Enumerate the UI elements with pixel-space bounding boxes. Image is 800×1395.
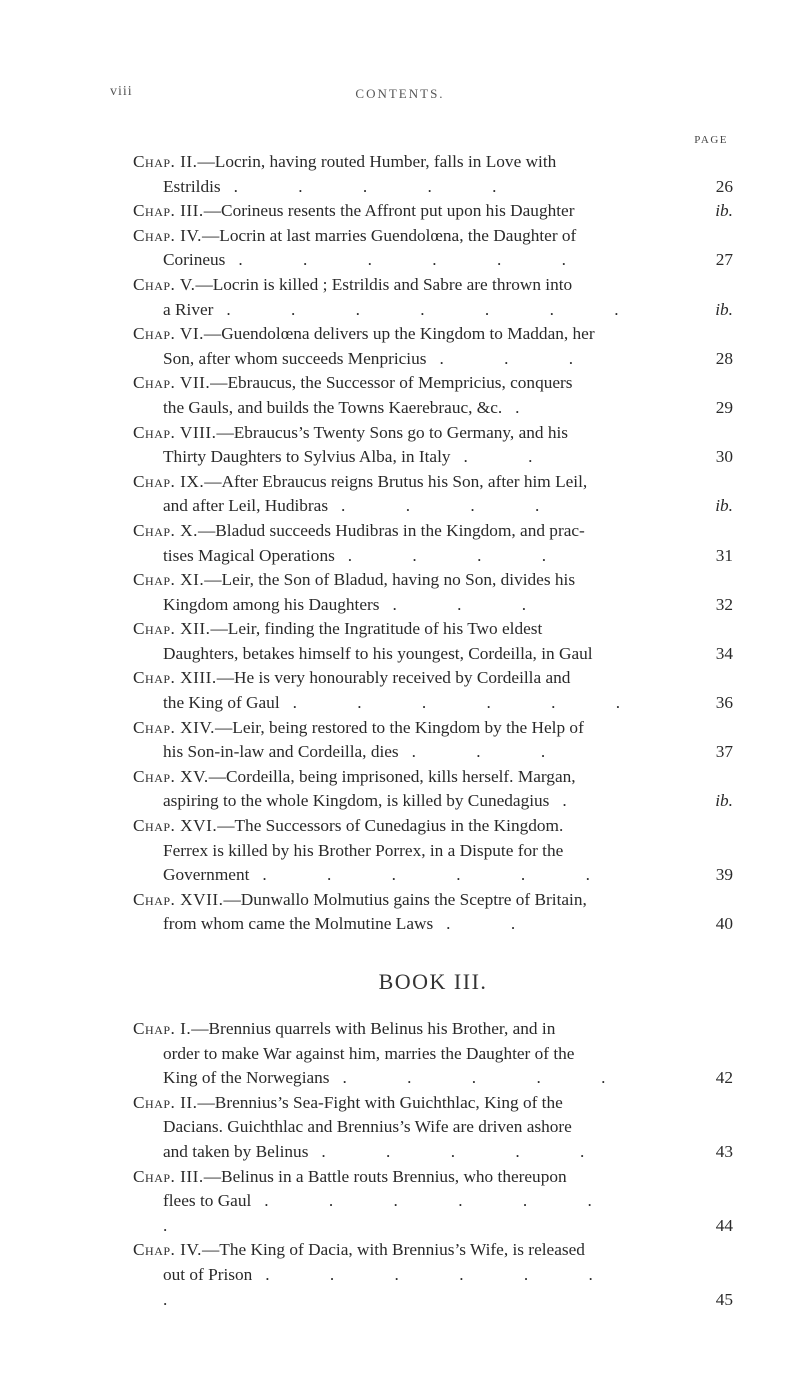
entry-continuation <box>133 445 733 470</box>
page-number: 42 <box>715 1068 733 1088</box>
entry-first-line <box>133 716 733 741</box>
entry-first-line <box>133 1091 733 1116</box>
page-number: 27 <box>715 250 733 270</box>
table-of-contents <box>133 150 733 1312</box>
entry-first-line <box>133 1165 733 1190</box>
entry-first-line <box>133 888 733 913</box>
entry-first-line <box>133 519 733 544</box>
entry-text: Son, after whom succeeds Menpricius <box>163 348 427 368</box>
page-number: 45 <box>715 1289 733 1309</box>
toc-entry <box>133 322 733 371</box>
entry-text: —Brennius’s Sea-Fight with Guichthlac, King of the <box>197 1092 563 1112</box>
entry-text: —Locrin, having routed Humber, falls in Love with <box>197 152 557 171</box>
leader-dots: . . . . . . <box>238 250 594 270</box>
toc-entry <box>133 273 733 322</box>
entry-first-line <box>133 666 733 691</box>
page-folio: viii <box>110 84 133 99</box>
chapter-label: Chap. IX. <box>133 471 205 491</box>
entry-text: —Dunwallo Molmutius gains the Sceptre of Britain, <box>223 889 587 909</box>
book-3-entries <box>133 1017 733 1312</box>
entry-continuation <box>133 912 733 937</box>
entry-text: Kingdom among his Daughters <box>163 594 380 614</box>
toc-entry <box>133 470 733 519</box>
page-number: 40 <box>715 914 733 934</box>
entry-text: Corineus <box>163 250 226 270</box>
entry-first-line <box>133 150 733 175</box>
leader-dots: . . . . . <box>233 176 525 196</box>
entry-first-line <box>133 814 733 839</box>
page-number: 44 <box>715 1215 733 1235</box>
chapter-label: Chap. VI. <box>133 324 204 344</box>
entry-text: and after Leil, Hudibras <box>163 496 329 516</box>
entry-continuation <box>133 863 733 888</box>
page-number: 36 <box>715 693 733 713</box>
chapter-label: Chap. XV. <box>133 766 209 786</box>
page-column-label: PAGE <box>694 134 728 146</box>
toc-entry <box>133 888 733 937</box>
entry-text: —Locrin at last marries Guendolœna, the Daughter of <box>202 225 577 245</box>
entry-text: Dacians. Guichthlac and Brennius’s Wife are driven ashore <box>163 1117 572 1137</box>
leader-dots: . . . <box>392 594 555 614</box>
leader-dots: . . . . . . . <box>163 1264 621 1309</box>
leader-dots: . . . . <box>347 545 575 565</box>
toc-entry <box>133 150 733 199</box>
entry-continuation <box>133 175 733 200</box>
entry-first-line <box>133 421 733 446</box>
entry-continuation <box>133 1066 733 1091</box>
entry-text: the King of Gaul <box>163 693 280 713</box>
toc-entry <box>133 519 733 568</box>
leader-dots: . . <box>463 447 561 467</box>
toc-entry <box>133 716 733 765</box>
entry-text: order to make War against him, marries the Daughter of the <box>163 1043 575 1063</box>
entry-text: Thirty Daughters to Sylvius Alba, in Italy <box>163 447 451 467</box>
book-heading: BOOK III. <box>378 969 488 994</box>
chapter-label: Chap. III. <box>133 1166 204 1186</box>
entry-text: the Gauls, and builds the Towns Kaerebrauc, &c. <box>163 397 503 417</box>
entry-text: —Leir, the Son of Bladud, having no Son, divides his <box>204 570 576 590</box>
toc-entry <box>133 199 733 224</box>
toc-entry <box>133 1091 733 1165</box>
chapter-label: Chap. II. <box>133 152 198 171</box>
book-2-entries <box>133 150 733 937</box>
entry-continuation <box>133 298 733 323</box>
page-number: ib. <box>715 791 733 811</box>
entry-continuation <box>133 691 733 716</box>
leader-dots: . . . . . . <box>292 693 649 713</box>
leader-dots: . . . . . <box>342 1068 634 1088</box>
page-number: 28 <box>715 348 733 368</box>
entry-text: Daughters, betakes himself to his youngest, Cordeilla, in Gaul <box>163 643 593 663</box>
entry-text: —The King of Dacia, with Brennius’s Wife, is released <box>202 1240 585 1260</box>
page-number: 26 <box>715 176 733 196</box>
entry-text: his Son-in-law and Cordeilla, dies <box>163 742 399 762</box>
entry-continuation <box>133 1042 733 1067</box>
entry-text: Ferrex is killed by his Brother Porrex, in a Dispute for the <box>163 840 564 860</box>
page-number: 43 <box>715 1141 733 1161</box>
entry-first-line <box>133 470 733 495</box>
page-number: 32 <box>715 594 733 614</box>
chapter-label: Chap. II. <box>133 1092 198 1112</box>
entry-continuation <box>133 396 733 421</box>
chapter-label: Chap. XVI. <box>133 816 218 836</box>
entry-continuation <box>133 248 733 273</box>
leader-dots: . <box>562 791 595 811</box>
chapter-label: Chap. XIII. <box>133 668 217 688</box>
chapter-label: Chap. X. <box>133 520 198 540</box>
entry-text: —Cordeilla, being imprisoned, kills herself. Margan, <box>208 766 576 786</box>
page-header <box>0 84 800 108</box>
entry-text: and taken by Belinus <box>163 1141 309 1161</box>
entry-text: —Guendolœna delivers up the Kingdom to Maddan, her <box>203 324 595 344</box>
entry-text: —Corineus resents the Affront put upon his Daughter <box>203 201 575 221</box>
toc-entry <box>133 421 733 470</box>
entry-text: Government <box>163 865 250 885</box>
page-number: 29 <box>715 397 733 417</box>
entry-first-line <box>133 322 733 347</box>
leader-dots: . . . . . . <box>262 865 618 885</box>
entry-first-line <box>133 371 733 396</box>
entry-first-line <box>133 273 733 298</box>
entry-text: —He is very honourably received by Cordeilla and <box>216 668 571 688</box>
entry-continuation <box>133 1115 733 1140</box>
leader-dots: . . . . . . . <box>226 299 647 319</box>
page-number: ib. <box>715 496 733 516</box>
chapter-label: Chap. VII. <box>133 373 211 393</box>
entry-text: flees to Gaul <box>163 1191 252 1211</box>
entry-text: —The Successors of Cunedagius in the Kingdom. <box>217 816 564 836</box>
entry-continuation <box>133 1189 733 1238</box>
page-number: 34 <box>715 643 733 663</box>
page-number: 31 <box>715 545 733 565</box>
leader-dots: . <box>515 397 548 417</box>
entry-continuation <box>133 544 733 569</box>
chapter-label: Chap. IV. <box>133 1240 202 1260</box>
entry-continuation <box>133 740 733 765</box>
entry-text: —After Ebraucus reigns Brutus his Son, after him Leil, <box>204 471 588 491</box>
chapter-label: Chap. IV. <box>133 225 202 245</box>
entry-continuation <box>133 593 733 618</box>
entry-first-line <box>133 224 733 249</box>
entry-continuation <box>133 642 733 667</box>
chapter-label: Chap. XI. <box>133 570 205 590</box>
entry-first-line <box>133 617 733 642</box>
entry-text: out of Prison <box>163 1264 253 1284</box>
toc-entry <box>133 371 733 420</box>
chapter-label: Chap. XVII. <box>133 889 224 909</box>
entry-text: from whom came the Molmutine Laws <box>163 914 434 934</box>
chapter-label: Chap. XII. <box>133 619 211 639</box>
entry-text: —Ebraucus’s Twenty Sons go to Germany, and his <box>216 422 569 442</box>
leader-dots: . . . . . <box>321 1141 613 1161</box>
page-number: ib. <box>715 299 733 319</box>
entry-text: —Leir, being restored to the Kingdom by the Help of <box>214 717 584 737</box>
entry-text: —Locrin is killed ; Estrildis and Sabre are thrown into <box>195 274 573 294</box>
toc-entry <box>133 1238 733 1312</box>
page-number: ib. <box>715 201 733 221</box>
chapter-label: Chap. III. <box>133 201 204 221</box>
entry-continuation <box>133 839 733 864</box>
entry-first-line <box>133 1017 733 1042</box>
entry-text: King of the Norwegians <box>163 1068 330 1088</box>
entry-text: —Belinus in a Battle routs Brennius, who thereupon <box>203 1166 567 1186</box>
toc-entry <box>133 568 733 617</box>
chapter-label: Chap. I. <box>133 1019 192 1038</box>
entry-first-line <box>133 765 733 790</box>
entry-text: —Brennius quarrels with Belinus his Brother, and in <box>191 1019 556 1038</box>
entry-first-line <box>133 568 733 593</box>
entry-continuation <box>133 494 733 519</box>
entry-first-line <box>133 1238 733 1263</box>
toc-entry <box>133 617 733 666</box>
page-number: 30 <box>715 447 733 467</box>
leader-dots: . . . . . . . <box>163 1191 620 1235</box>
page-number: 37 <box>715 742 733 762</box>
leader-dots: . . . <box>439 348 602 368</box>
leader-dots: . . . <box>411 742 574 762</box>
toc-entry <box>133 666 733 715</box>
toc-entry <box>133 224 733 273</box>
entry-text: —Ebraucus, the Successor of Mempricius, conquers <box>210 373 573 393</box>
running-title: CONTENTS. <box>355 86 445 101</box>
toc-entry <box>133 1017 733 1091</box>
leader-dots: . . <box>446 914 544 934</box>
entry-continuation <box>133 789 733 814</box>
toc-entry <box>133 814 733 888</box>
page-number: 39 <box>715 865 733 885</box>
entry-text: Estrildis <box>163 176 221 196</box>
entry-first-line <box>133 199 733 224</box>
entry-continuation <box>133 1263 733 1312</box>
chapter-label: Chap. XIV. <box>133 717 215 737</box>
entry-text: a River <box>163 299 214 319</box>
entry-text: —Bladud succeeds Hudibras in the Kingdom, and prac- <box>197 520 585 540</box>
entry-continuation <box>133 347 733 372</box>
leader-dots: . . . . <box>341 496 568 516</box>
entry-text: —Leir, finding the Ingratitude of his Two eldest <box>210 619 543 639</box>
chapter-label: Chap. V. <box>133 274 196 294</box>
toc-entry <box>133 765 733 814</box>
chapter-label: Chap. VIII. <box>133 422 217 442</box>
entry-continuation <box>133 1140 733 1165</box>
entry-text: aspiring to the whole Kingdom, is killed by Cunedagius <box>163 791 550 811</box>
toc-entry <box>133 1165 733 1239</box>
entry-text: tises Magical Operations <box>163 545 335 565</box>
